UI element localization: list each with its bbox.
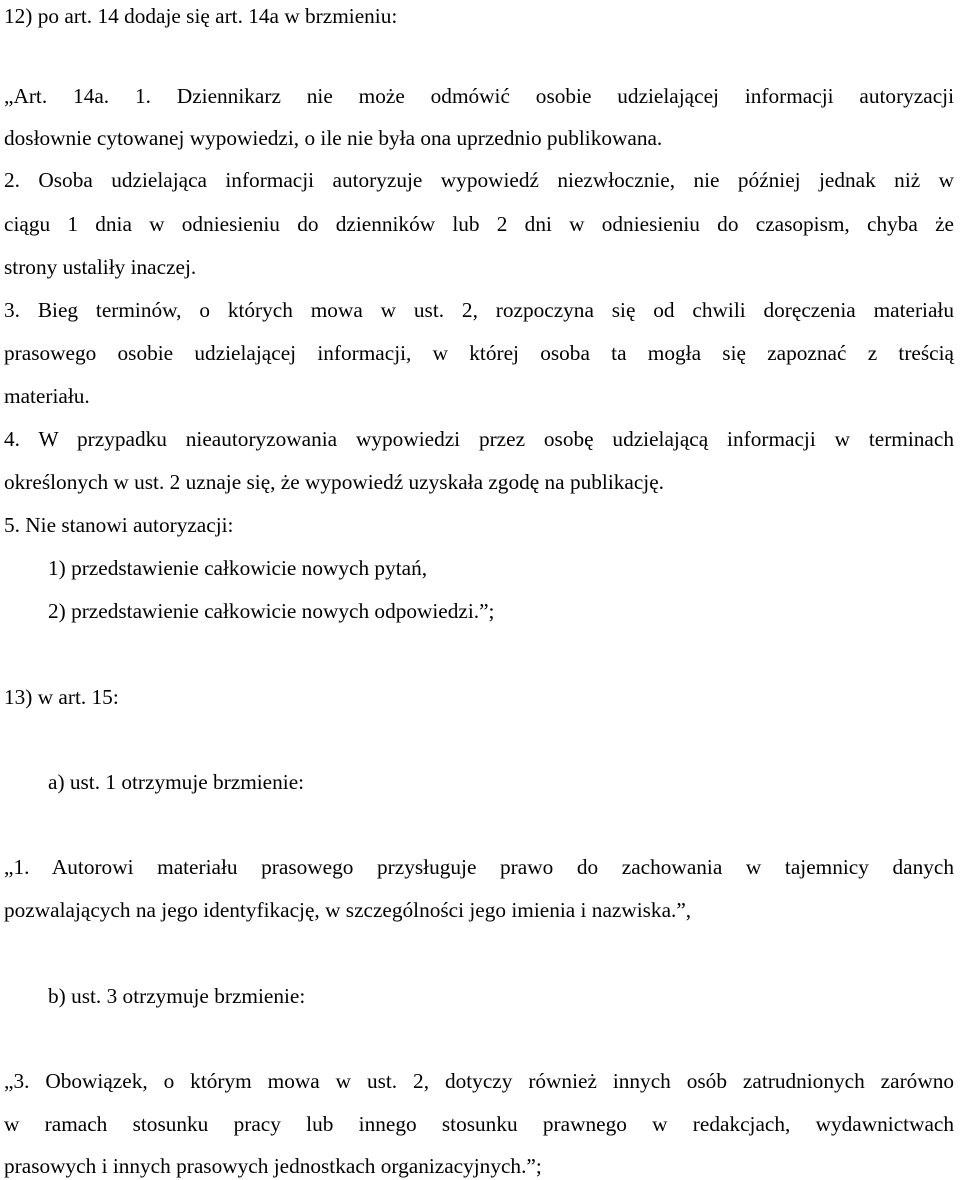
art-14a-para-2-line-2: ciągu 1 dnia w odniesieniu do dzienników lub 2 dni w odniesieniu do czasopism, chyba że <box>4 212 954 236</box>
art-14a-para-5-item-1: 1) przedstawienie całkowicie nowych pytań, <box>48 556 428 580</box>
art-14a-para-5-item-2: 2) przedstawienie całkowicie nowych odpowiedzi.”; <box>48 599 495 623</box>
art-15-para-3-line-2: w ramach stosunku pracy lub innego stosunku prawnego w redakcjach, wydawnictwach <box>4 1112 954 1136</box>
art-14a-para-3-line-2: prasowego osobie udzielającej informacji, w której osoba ta mogła się zapoznać z treścią <box>4 341 954 365</box>
art-14a-para-5: 5. Nie stanowi autoryzacji: <box>4 513 234 537</box>
art-15-para-1-line-1: „1. Autorowi materiału prasowego przysługuje prawo do zachowania w tajemnicy danych <box>4 855 954 879</box>
art-15-para-3-line-1: „3. Obowiązek, o którym mowa w ust. 2, dotyczy również innych osób zatrudnionych zarówno <box>4 1069 954 1093</box>
amendment-13-point-a: a) ust. 1 otrzymuje brzmienie: <box>48 770 305 794</box>
art-14a-para-3-line-3: materiału. <box>4 384 90 408</box>
art-14a-para-1-line-1: „Art. 14a. 1. Dziennikarz nie może odmówić osobie udzielającej informacji autoryzacji <box>4 84 954 108</box>
art-14a-para-2-line-3: strony ustaliły inaczej. <box>4 255 197 279</box>
art-14a-para-3-line-1: 3. Bieg terminów, o których mowa w ust. 2, rozpoczyna się od chwili doręczenia materiału <box>4 298 954 322</box>
amendment-13-point-b: b) ust. 3 otrzymuje brzmienie: <box>48 984 306 1008</box>
amendment-13-heading: 13) w art. 15: <box>4 685 119 709</box>
art-14a-para-4-line-2: określonych w ust. 2 uznaje się, że wypowiedź uzyskała zgodę na publikację. <box>4 470 664 494</box>
art-14a-para-1-line-2: dosłownie cytowanej wypowiedzi, o ile nie była ona uprzednio publikowana. <box>4 126 663 150</box>
art-15-para-1-line-2: pozwalających na jego identyfikację, w szczególności jego imienia i nazwiska.”, <box>4 898 692 922</box>
art-14a-para-4-line-1: 4. W przypadku nieautoryzowania wypowiedzi przez osobę udzielającą informacji w terminach <box>4 427 954 451</box>
amendment-12-heading: 12) po art. 14 dodaje się art. 14a w brzmieniu: <box>4 4 398 28</box>
art-14a-para-2-line-1: 2. Osoba udzielająca informacji autoryzuje wypowiedź niezwłocznie, nie później jednak niż w <box>4 168 954 192</box>
art-15-para-3-line-3: prasowych i innych prasowych jednostkach organizacyjnych.”; <box>4 1154 542 1178</box>
